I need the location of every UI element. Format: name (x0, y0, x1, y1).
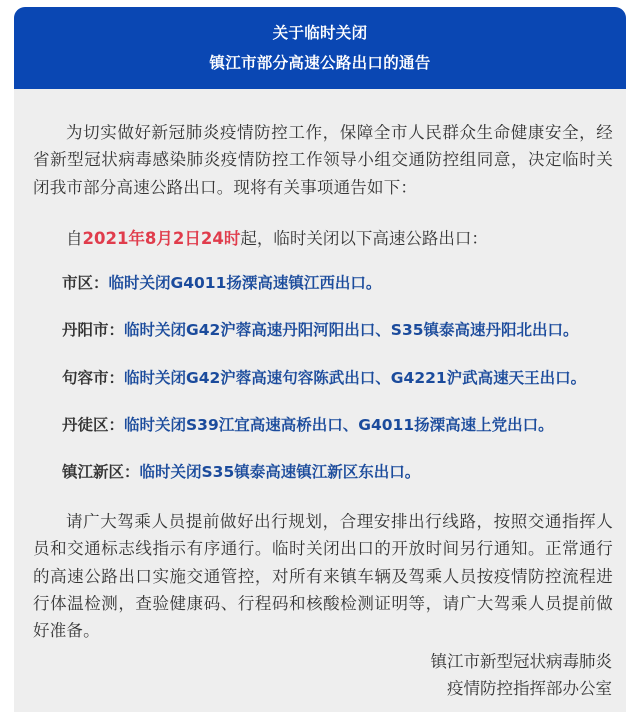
effective-date-line (33, 225, 613, 252)
advisory-paragraph: 请广大驾乘人员提前做好出行规划，合理安排出行线路，按照交通指挥人员和交通标志线指示有序通行。临时关闭出口的开放时间另行通知。正常通行的高速公路出口实施交通管控，对所有来镇车辆及驾乘人员按疫情防控流程进行体温检测，查验健康码、行程码和核酸检测证明等，请广大驾乘人员提前做好准备。 (33, 512, 613, 641)
district-label: 丹徒区： (62, 416, 125, 434)
closure-detail: 临时关闭G4011扬溧高速镇江西出口。 (108, 274, 382, 292)
intro-paragraph: 为切实做好新冠肺炎疫情防控工作，保障全市人民群众生命健康安全，经省新型冠状病毒感染肺炎疫情防控工作领导小组交通防控组同意，决定临时关闭我市部分高速公路出口。现将有关事项通告如下： (33, 123, 613, 197)
signature-line-1: 镇江市新型冠状病毒肺炎 (430, 652, 612, 671)
title-line-1: 关于临时关闭 (272, 24, 368, 42)
signature-line-2: 疫情防控指挥部办公室 (447, 679, 612, 699)
closure-detail: 临时关闭S35镇泰高速镇江新区东出口。 (139, 463, 421, 481)
signature-block (431, 648, 613, 703)
closure-detail: 临时关闭S39江宜高速高桥出口、G4011扬溧高速上党出口。 (124, 416, 554, 434)
date-suffix: 起，临时关闭以下高速公路出口： (240, 229, 488, 248)
effective-date: 2021年8月2日24时 (82, 229, 241, 248)
district-label: 句容市： (62, 369, 125, 387)
closure-detail: 临时关闭G42沪蓉高速丹阳河阳出口、S35镇泰高速丹阳北出口。 (124, 321, 579, 339)
closure-item-danyang (62, 317, 622, 344)
notice-body (14, 89, 626, 712)
closure-item-dantu (62, 412, 622, 439)
district-label: 镇江新区： (62, 463, 140, 481)
closure-detail: 临时关闭G42沪蓉高速句容陈武出口、G4221沪武高速天王出口。 (124, 369, 587, 387)
closure-item-zhenjiang-new-district (62, 459, 622, 486)
notice-header (14, 7, 626, 89)
district-label: 丹阳市： (62, 321, 125, 339)
title-line-2: 镇江市部分高速公路出口的通告 (209, 54, 431, 72)
date-prefix: 自 (66, 229, 83, 248)
notice-document (14, 7, 626, 712)
district-label: 市区： (62, 274, 109, 292)
closure-item-jurong (62, 365, 622, 392)
closure-item-shiqu (62, 270, 622, 297)
